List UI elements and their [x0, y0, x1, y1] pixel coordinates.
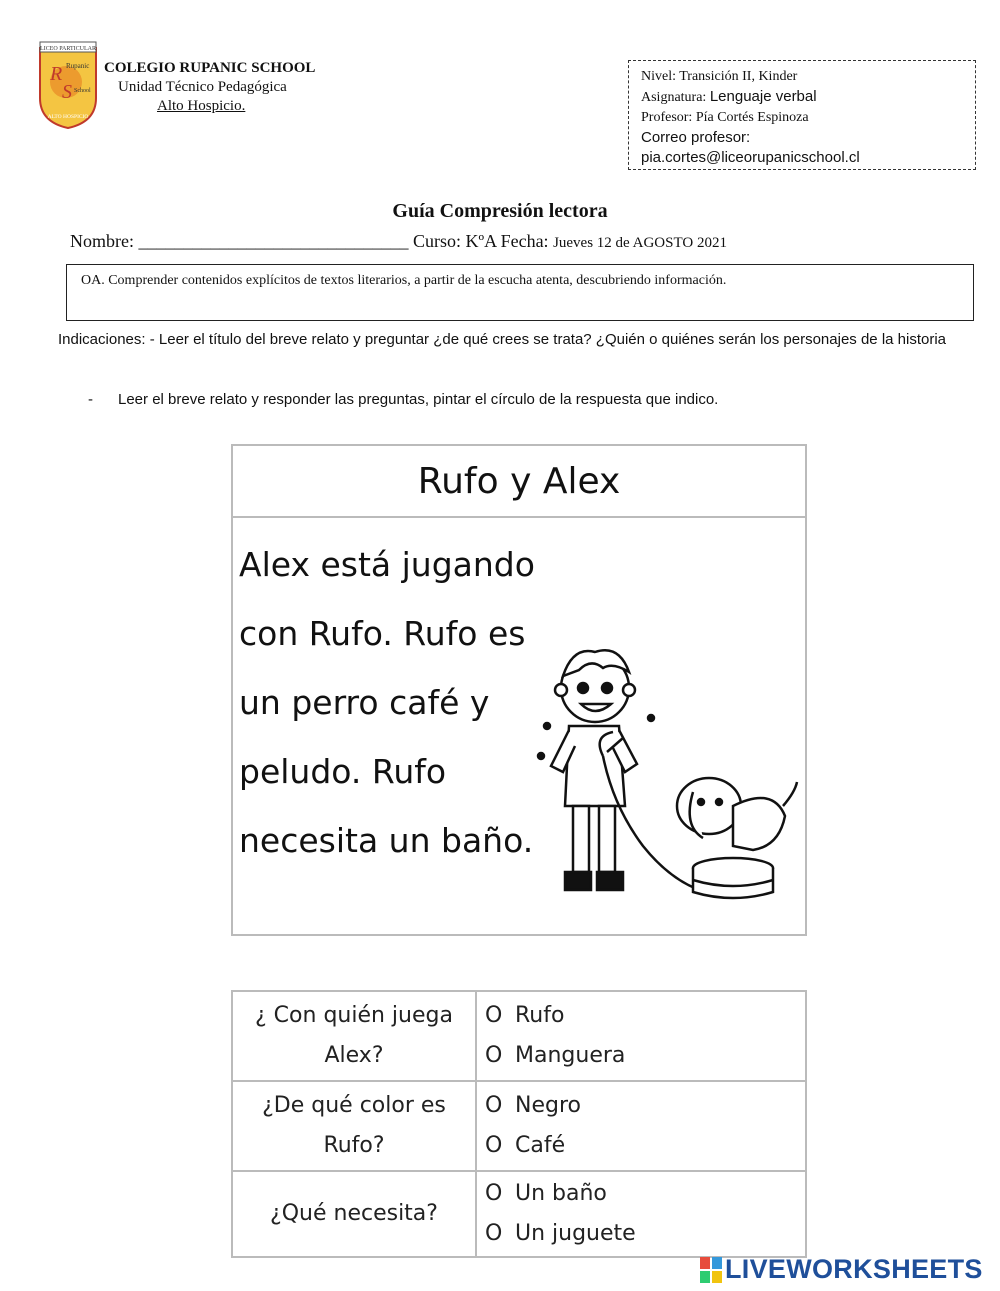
logo-text-top: LICEO PARTICULAR [40, 46, 96, 52]
question-cell: ¿Qué necesita? [232, 1171, 476, 1257]
option-label: Manguera [515, 1043, 626, 1068]
info-box [628, 60, 976, 170]
option-circle[interactable]: O [485, 1003, 503, 1028]
svg-text:R: R [50, 63, 63, 85]
logo-text-mid: Rupanic [66, 62, 90, 70]
option-label: Rufo [515, 1003, 565, 1028]
option-circle[interactable]: O [485, 1181, 503, 1206]
questions-table [231, 990, 807, 1258]
profesor-text: Profesor: Pía Cortés Espinoza [641, 110, 809, 125]
asignatura-value: Lenguaje verbal [709, 88, 817, 105]
watermark-text: LIVEWORKSHEETS [725, 1254, 983, 1284]
instructions-line-1: Indicaciones: - Leer el título del breve relato y preguntar ¿de qué crees se trata? ¿Quién o quiénes serán los personajes de la historia [58, 331, 947, 348]
option-negro[interactable] [485, 1086, 797, 1126]
correo-label: Correo profesor: [641, 129, 751, 146]
liveworksheets-logo-icon [700, 1257, 722, 1283]
logo-text-bottom: ALTO HOSPICIO [47, 114, 89, 120]
option-manguera[interactable] [485, 1036, 797, 1076]
story-title: Rufo y Alex [233, 446, 805, 518]
instructions-line-2 [88, 388, 718, 411]
story-line: necesita un baño. [239, 821, 534, 860]
logo-text-mid2: School [74, 88, 91, 94]
option-label: Café [515, 1133, 566, 1158]
story-line: peludo. Rufo [239, 752, 447, 791]
story-line: con Rufo. Rufo es [239, 614, 526, 653]
story-line: Alex está jugando [239, 545, 535, 584]
table-row [232, 1171, 806, 1257]
question-cell: ¿ Con quién juega Alex? [232, 991, 476, 1081]
option-rufo[interactable] [485, 996, 797, 1036]
question-cell: ¿De qué color es Rufo? [232, 1081, 476, 1171]
option-un-juguete[interactable] [485, 1214, 797, 1254]
nombre-curso-label: Nombre: ______________________________ Curso: KºA Fecha: [70, 231, 554, 251]
oa-box: OA. Comprender contenidos explícitos de textos literarios, a partir de la escucha atenta, descubriendo información. [66, 264, 974, 321]
option-circle[interactable]: O [485, 1133, 503, 1158]
table-row [232, 1081, 806, 1171]
nivel-text: Nivel: Transición II, Kinder [641, 69, 798, 84]
fecha-value: Jueves 12 de AGOSTO 2021 [553, 235, 727, 251]
option-circle[interactable]: O [485, 1221, 503, 1246]
option-circle[interactable]: O [485, 1093, 503, 1118]
options-cell [476, 1081, 806, 1171]
option-label: Un juguete [515, 1221, 636, 1246]
school-name: COLEGIO RUPANIC SCHOOL [104, 60, 316, 76]
option-cafe[interactable] [485, 1126, 797, 1166]
option-un-bano[interactable] [485, 1174, 797, 1214]
asignatura-label: Asignatura: [641, 90, 710, 105]
school-city: Alto Hospicio. [157, 98, 246, 114]
instructions-line-2-text: Leer el breve relato y responder las preguntas, pintar el círculo de la respuesta que indico. [118, 391, 719, 408]
option-label: Un baño [515, 1181, 607, 1206]
school-unit: Unidad Técnico Pedagógica [118, 79, 287, 95]
boy-and-dog-illustration [533, 606, 803, 906]
instructions-dash: - [88, 391, 93, 408]
option-circle[interactable]: O [485, 1043, 503, 1068]
name-course-date-row [70, 231, 727, 252]
story-line: un perro café y [239, 683, 490, 722]
correo-value: pia.cortes@liceorupanicschool.cl [641, 149, 860, 166]
asignatura-row [641, 87, 963, 108]
school-logo [36, 40, 100, 130]
svg-text:S: S [62, 81, 72, 103]
option-label: Negro [515, 1093, 581, 1118]
options-cell [476, 991, 806, 1081]
table-row [232, 991, 806, 1081]
guide-title: Guía Compresión lectora [392, 200, 608, 222]
story-box [231, 444, 807, 936]
options-cell [476, 1171, 806, 1257]
story-text [239, 530, 535, 875]
liveworksheets-watermark [700, 1254, 983, 1285]
